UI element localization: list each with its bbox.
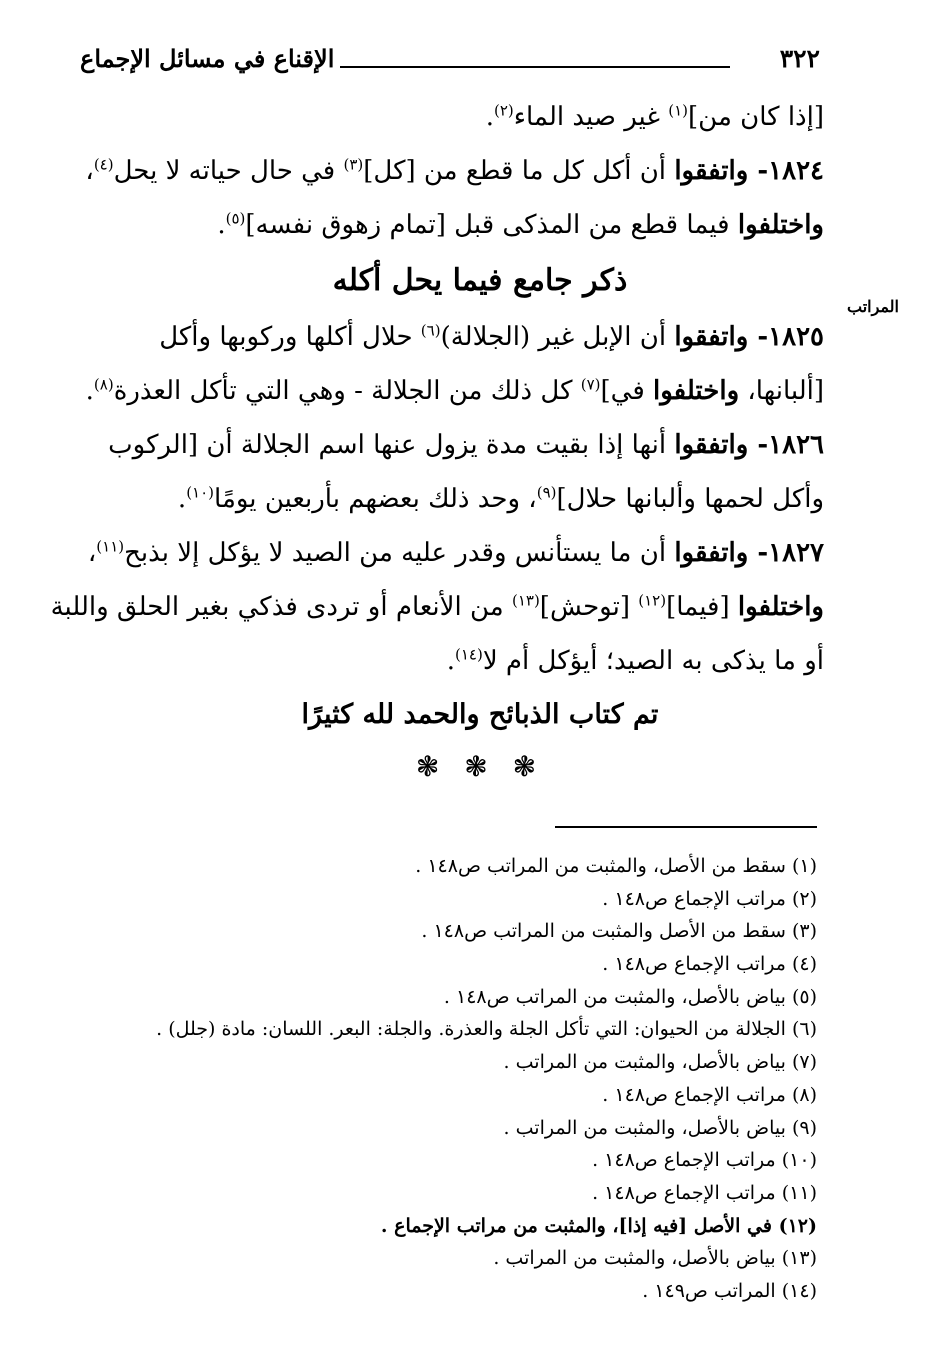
page-header xyxy=(80,44,820,84)
footnote-ref[interactable]: (٩) xyxy=(536,483,557,502)
footnote-text: سقط من الأصل والمثبت من المراتب ص١٤٨ . xyxy=(421,920,792,943)
text-line xyxy=(76,144,824,198)
footnote xyxy=(77,1275,817,1308)
footnote-text: بياض بالأصل، والمثبت من المراتب . xyxy=(503,1051,792,1074)
text-line xyxy=(76,310,824,364)
text-line xyxy=(50,580,824,634)
footnote-text: المراتب ص١٤٩ . xyxy=(642,1279,782,1302)
footnote-text: بياض بالأصل، والمثبت من المراتب ص١٤٨ . xyxy=(443,985,792,1008)
footnote xyxy=(77,1210,817,1243)
footnote-ref[interactable]: (١١) xyxy=(96,537,125,556)
footnote-ref[interactable]: (١٠) xyxy=(186,483,215,502)
footnote-text: مراتب الإجماع ص١٤٨ . xyxy=(602,887,792,910)
footnote xyxy=(77,1177,817,1210)
text-line xyxy=(76,472,824,526)
footnote-number: (٥) xyxy=(791,985,817,1008)
footnote-number: (٢) xyxy=(791,887,817,910)
footnote xyxy=(77,948,817,981)
text-line xyxy=(76,418,824,472)
footnote-text: مراتب الإجماع ص١٤٨ . xyxy=(602,1083,792,1106)
separator-stars: ❃ ❃ ❃ xyxy=(415,750,545,783)
footnote-number: (٣) xyxy=(791,920,817,943)
footnote xyxy=(77,883,817,916)
footnote xyxy=(77,1046,817,1079)
footnote-ref[interactable]: (٧) xyxy=(580,375,601,394)
main-text xyxy=(50,90,824,792)
footnote-ref[interactable]: (١٤) xyxy=(455,645,483,664)
line-text: . xyxy=(85,376,94,406)
footnote-separator xyxy=(555,826,817,828)
line-text: . xyxy=(217,210,226,240)
text-line xyxy=(76,198,824,252)
footnote-ref[interactable]: (٥) xyxy=(225,209,246,228)
footnote-ref[interactable]: (٤) xyxy=(93,155,114,174)
footnote-number: (٩) xyxy=(791,1116,817,1139)
footnote-number: (٦) xyxy=(791,1018,817,1041)
footnotes xyxy=(77,850,817,1308)
footnote xyxy=(77,981,817,1014)
line-text: . xyxy=(177,484,187,514)
footnote-number: (٨) xyxy=(791,1083,817,1106)
text-line xyxy=(76,634,824,688)
footnote-ref[interactable]: (١٣) xyxy=(511,591,540,610)
footnote-ref[interactable]: (١) xyxy=(668,101,689,120)
line-text: غير صيد الماء xyxy=(513,102,669,132)
footnote-text: مراتب الإجماع ص١٤٨ . xyxy=(602,953,792,976)
bold-word: واختلفوا xyxy=(653,376,740,406)
footnote-number: (٤) xyxy=(791,953,817,976)
text-line xyxy=(76,364,824,418)
footnote-ref[interactable]: (٨) xyxy=(93,375,114,394)
footnote-text: في الأصل [فيه إذا]، والمثبت من مراتب الإجماع . xyxy=(380,1214,779,1237)
footnote-number: (١٢) xyxy=(778,1214,817,1237)
line-text: . xyxy=(485,102,494,132)
footnote-text: مراتب الإجماع ص١٤٨ . xyxy=(592,1181,782,1204)
footnote xyxy=(77,1013,817,1046)
line-text: [ألبانها، xyxy=(739,376,824,406)
issue-number: ١٨٢٧- واتفقوا xyxy=(674,538,824,568)
footnote-text: بياض بالأصل، والمثبت من المراتب . xyxy=(493,1247,782,1270)
closing-line: تم كتاب الذبائح والحمد لله كثيرًا xyxy=(301,699,659,730)
section-heading: ذكر جامع فيما يحل أكله xyxy=(332,263,628,298)
footnote-number: (١) xyxy=(791,855,817,877)
page-number: ٣٢٢ xyxy=(779,44,820,73)
line-text: أنها إذا بقيت مدة يزول عنها اسم الجلالة أن [الركوب xyxy=(108,430,675,460)
footnote xyxy=(77,1112,817,1145)
footnote-ref[interactable]: (٦) xyxy=(420,321,441,340)
line-text: في حال حياته لا يحل xyxy=(113,156,344,186)
bold-word: واختلفوا xyxy=(737,592,824,622)
line-text: ، xyxy=(85,156,94,186)
line-text: [توحش] xyxy=(539,592,639,622)
footnote-text: بياض بالأصل، والمثبت من المراتب . xyxy=(503,1116,792,1139)
footnote-ref[interactable]: (٢) xyxy=(493,101,514,120)
text-line xyxy=(76,526,824,580)
margin-note: المراتب xyxy=(846,297,899,316)
footnote-ref[interactable]: (٣) xyxy=(343,155,364,174)
issue-number: ١٨٢٦- واتفقوا xyxy=(674,430,824,460)
footnote xyxy=(77,915,817,948)
line-text: . xyxy=(446,646,455,676)
footnote xyxy=(77,1144,817,1177)
bold-word: واختلفوا xyxy=(737,210,824,240)
line-text: أن أكل كل ما قطع من [كل] xyxy=(363,156,675,186)
footnote-number: (٧) xyxy=(791,1051,817,1074)
text-line xyxy=(76,90,824,144)
footnote-text: مراتب الإجماع ص١٤٨ . xyxy=(592,1149,782,1172)
issue-number: ١٨٢٥- واتفقوا xyxy=(674,322,824,352)
issue-number: ١٨٢٤- واتفقوا xyxy=(674,156,824,186)
line-text: [إذا كان من] xyxy=(688,102,824,132)
footnote xyxy=(77,1242,817,1275)
line-text: ، وحد ذلك بعضهم بأربعين يومًا xyxy=(214,484,537,514)
footnote xyxy=(77,1079,817,1112)
line-text: فيما قطع من المذكى قبل [تمام زهوق نفسه] xyxy=(245,210,738,240)
footnote-text: سقط من الأصل، والمثبت من المراتب ص١٤٨ . xyxy=(415,855,792,877)
line-text: أن الإبل غير (الجلالة) xyxy=(440,322,675,352)
book-title: الإقناع في مسائل الإجماع xyxy=(80,44,335,73)
footnote-text: الجلالة من الحيوان: التي تأكل الجلة والعذرة. والجلة: البعر. اللسان: مادة (جلل) . xyxy=(156,1018,792,1041)
line-text: ، xyxy=(87,538,97,568)
line-text: من الأنعام أو تردى فذكي بغير الحلق واللبة xyxy=(50,592,512,622)
footnote-number: (١٠) xyxy=(781,1149,817,1172)
line-text: حلال أكلها وركوبها وأكل xyxy=(159,322,421,352)
footnote xyxy=(77,850,817,883)
line-text: [فيما] xyxy=(666,592,738,622)
line-text: وأكل لحمها وألبانها حلال] xyxy=(556,484,824,514)
line-text: أن ما يستأنس وقدر عليه من الصيد لا يؤكل إلا بذبح xyxy=(124,538,675,568)
footnote-number: (١٣) xyxy=(781,1247,817,1270)
line-text: في] xyxy=(600,376,654,406)
footnote-number: (١٤) xyxy=(781,1279,817,1302)
line-text: أو ما يذكى به الصيد؛ أيؤكل أم لا xyxy=(482,646,824,676)
footnote-ref[interactable]: (١٢) xyxy=(638,591,667,610)
footnote-number: (١١) xyxy=(781,1181,817,1204)
line-text: كل ذلك من الجلالة - وهي التي تأكل العذرة xyxy=(113,376,581,406)
header-rule xyxy=(340,66,730,68)
